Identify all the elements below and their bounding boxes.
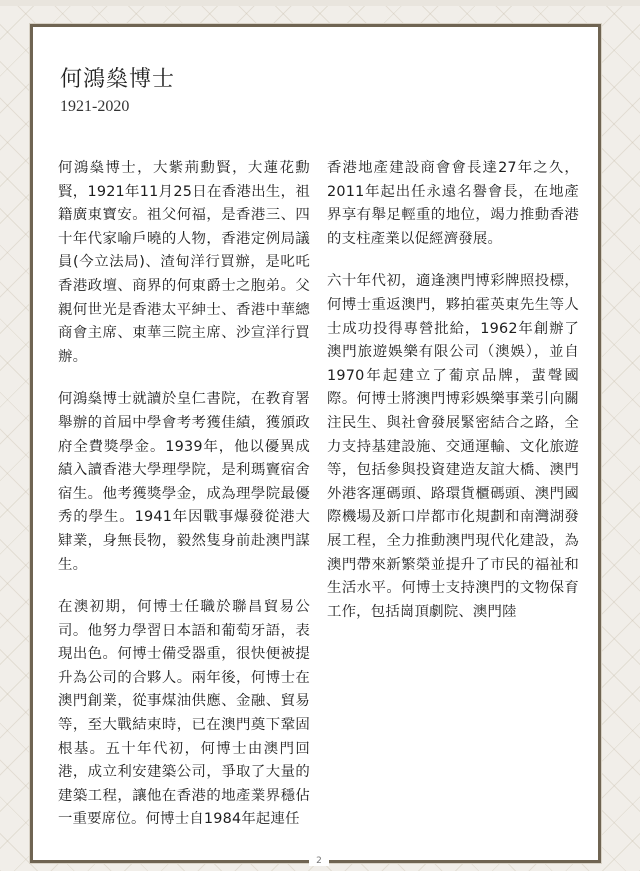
paragraph-2: 何鴻燊博士就讀於皇仁書院，在教育署舉辦的首屆中學會考考獲佳績，獲頒政府全費獎學金。1939年，他以優異成績入讀香港大學理學院，是利瑪竇宿舍宿生。他考獲獎學金，成為理學院最優秀的學生。1941年因戰事爆發從港大肄業，身無長物，毅然隻身前赴澳門謀生。: [58, 391, 310, 573]
page-title: 何鴻燊博士: [60, 67, 176, 92]
page-number: 2: [309, 856, 329, 866]
paragraph-4: 六十年代初，適逢澳門博彩牌照投標，何博士重返澳門，夥拍霍英東先生等人士成功投得專營批給，1962年創辦了澳門旅遊娛樂有限公司（澳娛），並自1970年起建立了葡京品牌，蜚聲國際。何博士將澳門博彩娛樂事業引向關注民生、與社會發展緊密結合之路，全力支持基建設施、交通運輸、文化旅遊等，包括參與投資建造友誼大橋、澳門外港客運碼頭、路環貨櫃碼頭、澳門國際機場及新口岸都市化規劃和南灣湖發展工程，全力推動澳門現代化建設，為澳門帶來新繁榮並提升了市民的福祉和生活水平。何博士支持澳門的文物保育工作，包括崗頂劇院、澳門陸: [327, 273, 579, 620]
document-page: [30, 24, 601, 866]
top-edge-strip: [0, 0, 640, 6]
left-column: [58, 157, 310, 840]
paragraph-3: 在澳初期，何博士任職於聯昌貿易公司。他努力學習日本語和葡萄牙語，表現出色。何博士備受器重，很快便被提升為公司的合夥人。兩年後，何博士在澳門創業，從事煤油供應、金融、貿易等，至大戰結束時，已在澳門奠下鞏固根基。五十年代初，何博士由澳門回港，成立利安建築公司，爭取了大量的建築工程，讓他在香港的地產業界穩佔一重要席位。何博士自1984年起連任: [58, 599, 310, 828]
right-column: [327, 157, 579, 840]
paragraph-1: 何鴻燊博士，大紫荊勳賢，大蓮花勳賢，1921年11月25日在香港出生，祖籍廣東寶安。祖父何福，是香港三、四十年代家喻戶曉的人物，香港定例局議員(今立法局)、渣甸洋行買辦，是叱吒香港政壇、商界的何東爵士之胞弟。父親何世光是香港太平紳士、香港中華總商會主席、東華三院主席、沙宣洋行買辦。: [58, 160, 310, 365]
paragraph-3-continued: 香港地產建設商會會長達27年之久，2011年起出任永遠名譽會長，在地產界享有舉足輕重的地位，竭力推動香港的支柱產業以促經濟發展。: [327, 160, 579, 247]
life-span: 1921-2020: [60, 98, 130, 115]
